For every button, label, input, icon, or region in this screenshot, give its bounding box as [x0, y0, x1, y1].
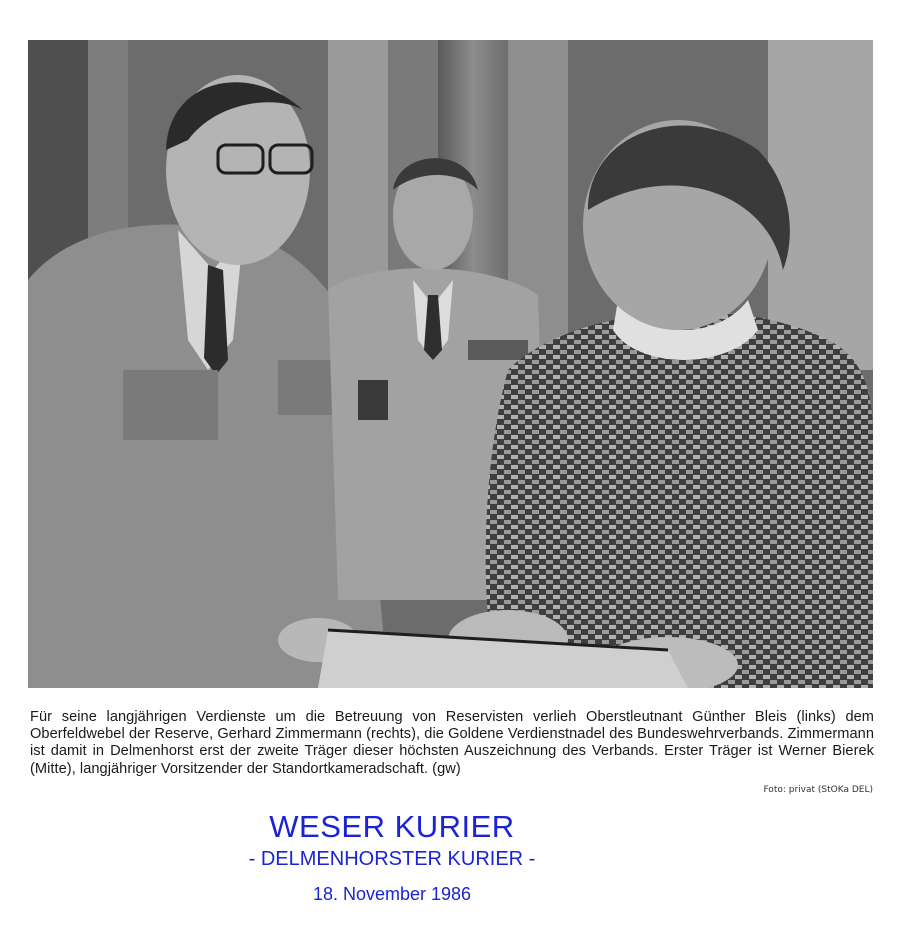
- newspaper-source: [0, 808, 784, 906]
- photo-credit: Foto: privat (StOKa DEL): [763, 785, 873, 795]
- photo-caption: Für seine langjährigen Verdienste um die Betreuung von Reservisten verlieh Oberstleutnant Günther Bleis (links) dem Oberfeldwebel der Reserve, Gerhard Zimmermann (rechts), die Goldene Verdienstnadel des Bundeswehrverbands. Zimmermann ist damit in Delmenhorst erst der zweite Träger dieser höchsten Auszeichnung des Verbands. Erster Träger ist Werner Bierek (Mitte), langjähriger Vorsitzender der Standortkameradschaft. (gw): [30, 708, 874, 777]
- paper-margin: [0, 0, 921, 40]
- publication-date: 18. November 1986: [312, 884, 472, 904]
- newspaper-title: WESER KURIER: [269, 809, 515, 844]
- newspaper-photo: [28, 40, 873, 688]
- newspaper-edition: - DELMENHORSTER KURIER -: [248, 848, 536, 870]
